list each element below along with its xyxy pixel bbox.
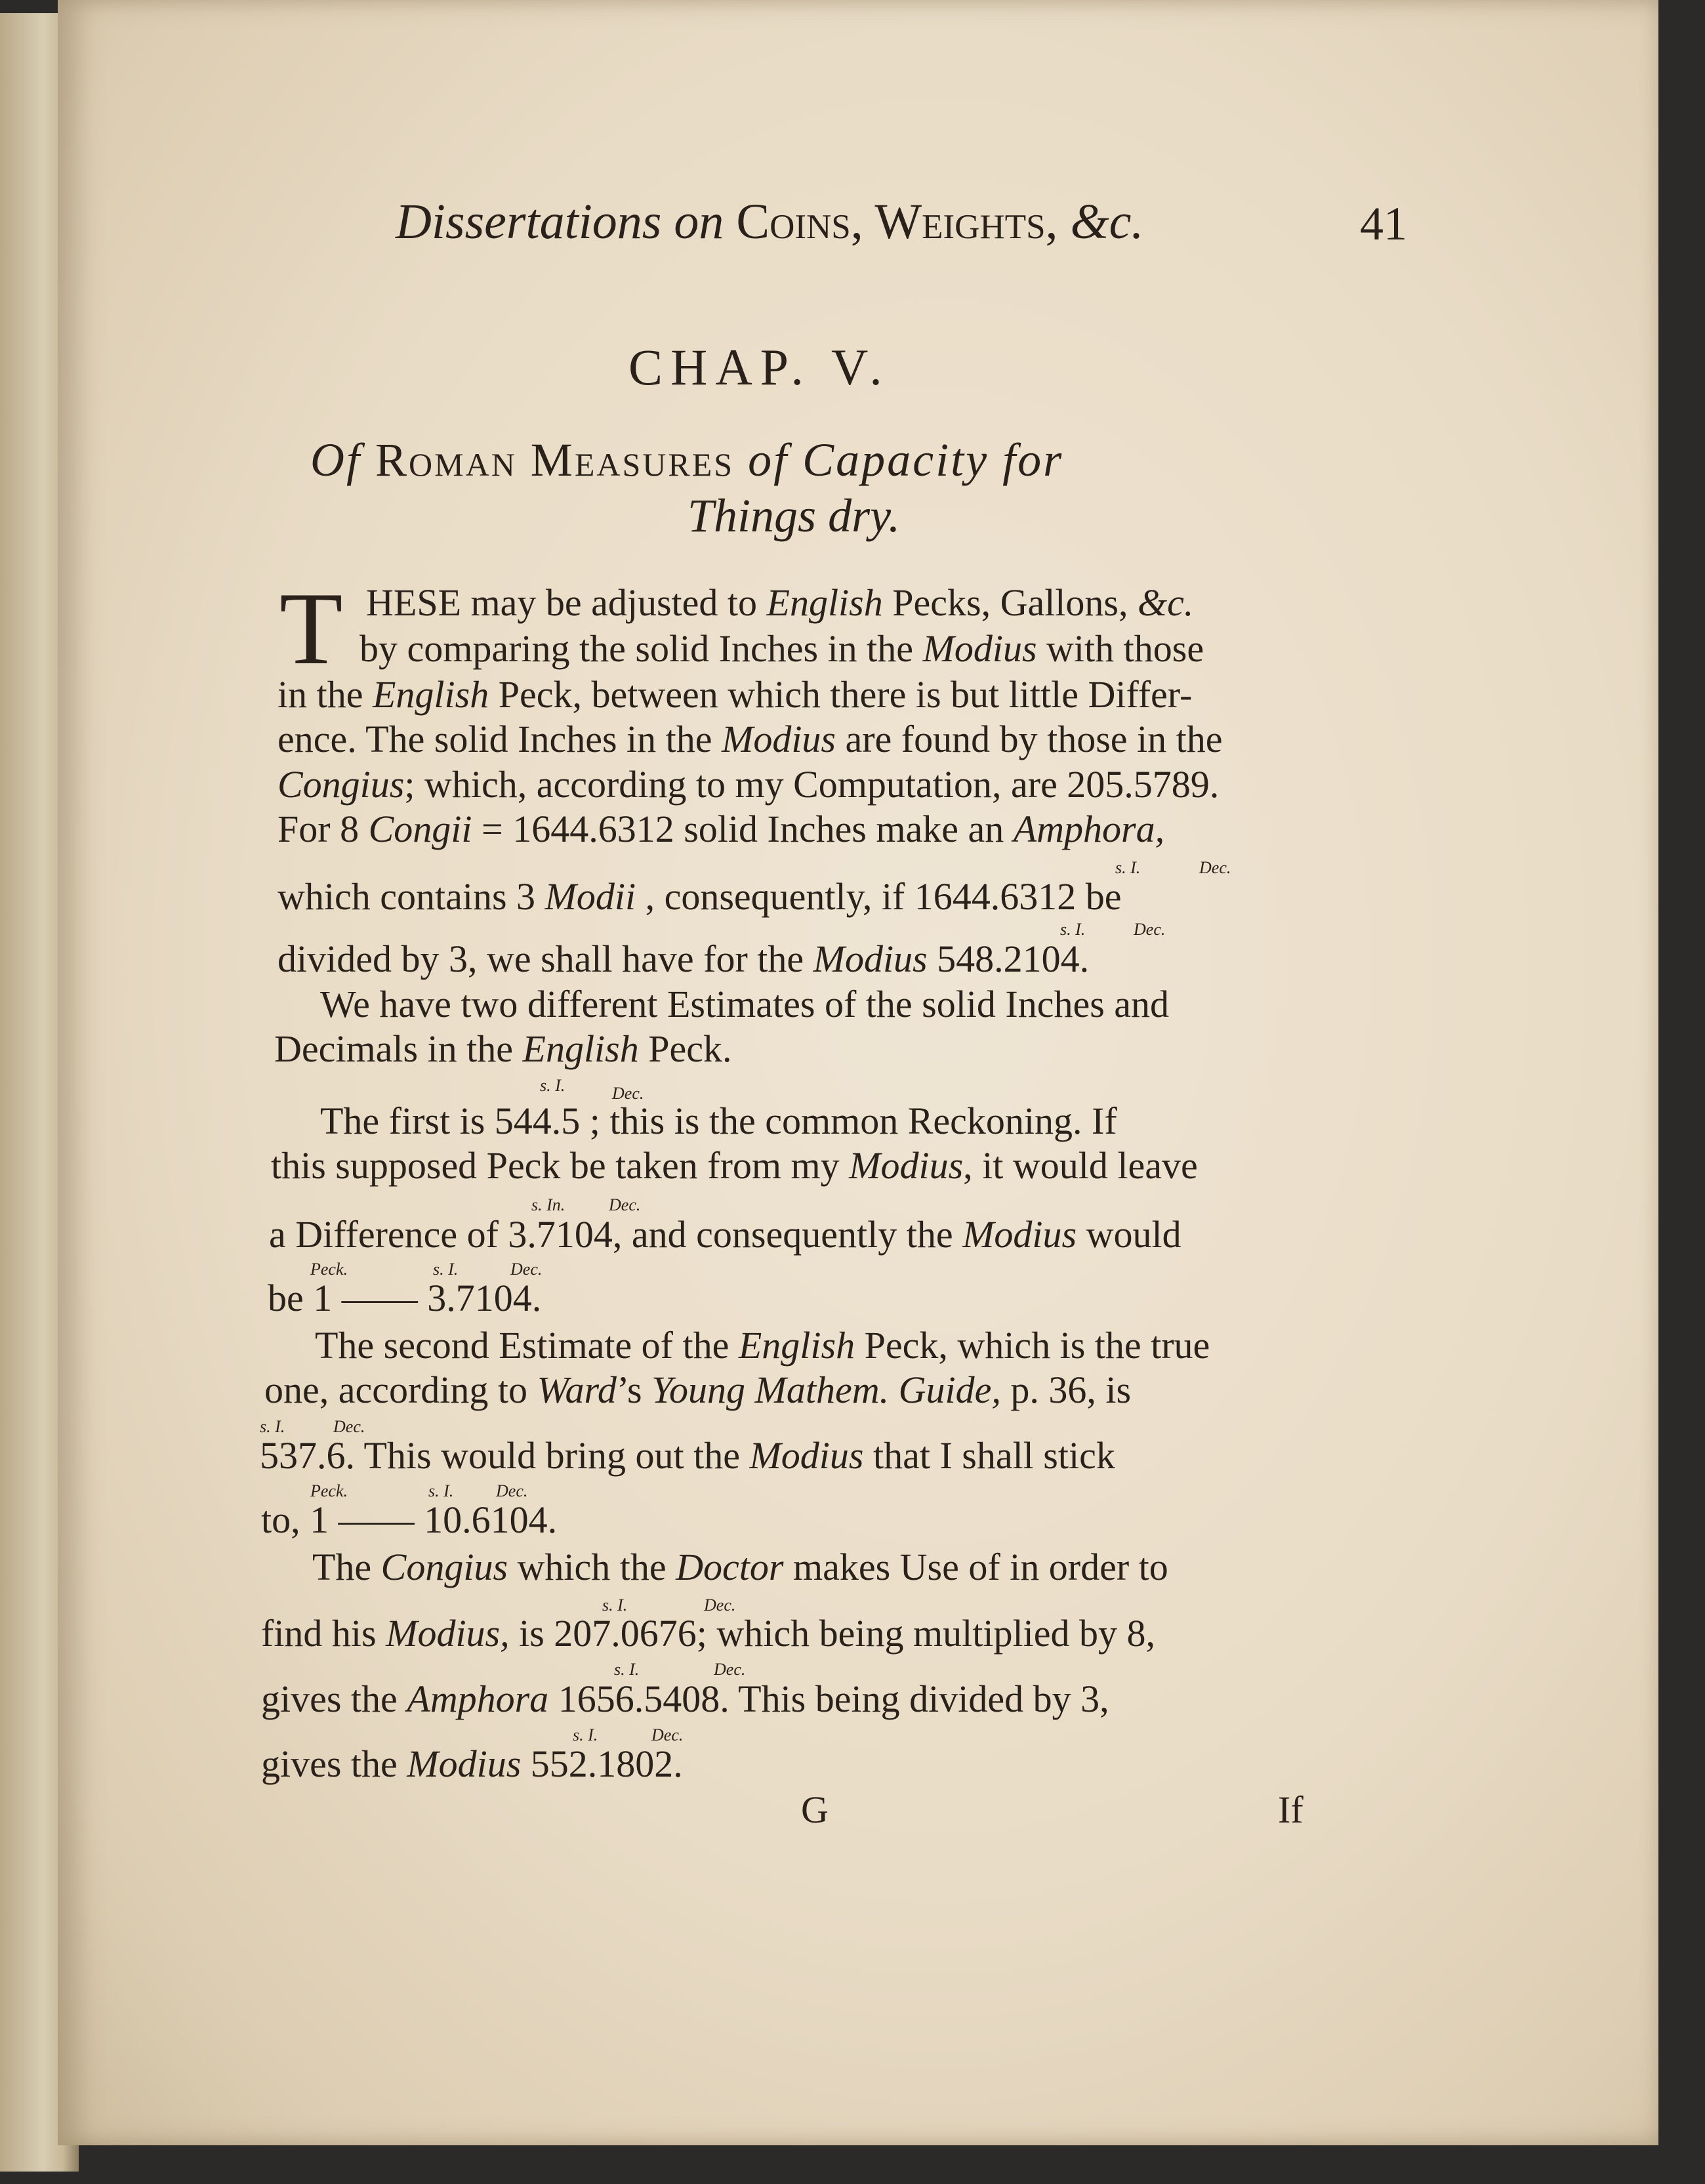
text-line-1: HESE may be adjusted to English Pecks, Gallons, &c. <box>366 581 1194 624</box>
running-head-etc: &c. <box>1070 194 1144 249</box>
unit-label: Peck. <box>310 1260 348 1279</box>
text-line-20: find his Modius, is 207.0676; which being multiplied by 8, <box>261 1612 1155 1655</box>
unit-label: Dec. <box>714 1660 746 1679</box>
unit-label: s. I. <box>1115 858 1141 877</box>
book-page <box>58 0 1658 2145</box>
chapter-title: CHAP. V. <box>628 339 890 396</box>
drop-cap: T <box>279 571 343 686</box>
text-line-18: to, 1 —— 10.6104. <box>261 1498 558 1541</box>
unit-label: s. I. <box>614 1660 640 1679</box>
unit-label: s. I. <box>428 1481 454 1500</box>
unit-label: Dec. <box>1134 920 1166 939</box>
page-number: 41 <box>1360 197 1407 250</box>
unit-label: Dec. <box>510 1260 543 1279</box>
unit-label: s. I. <box>602 1596 628 1615</box>
unit-label: s. I. <box>433 1260 459 1279</box>
text-line-6: For 8 Congii = 1644.6312 solid Inches make an Amphora, <box>277 808 1165 850</box>
running-head-italic: Dissertations on <box>396 194 737 249</box>
unit-label: s. I. <box>573 1725 598 1744</box>
catchword: If <box>1278 1788 1304 1831</box>
text-line-15: The second Estimate of the English Peck, which is the true <box>315 1324 1210 1367</box>
unit-label: Dec. <box>704 1596 736 1615</box>
unit-label: s. I. <box>1060 920 1086 939</box>
unit-label: Dec. <box>496 1481 528 1500</box>
running-head-caps: Coins, Weights, <box>736 194 1071 249</box>
unit-label: Dec. <box>612 1084 644 1103</box>
text-line-17: 537.6. This would bring out the Modius that I shall stick <box>260 1434 1115 1477</box>
text-line-4: ence. The solid Inches in the Modius are found by those in the <box>277 718 1223 760</box>
section-title-line-1: Of Roman Measures of Capacity for <box>310 434 1064 486</box>
text-line-2: by comparing the solid Inches in the Modius with those <box>359 627 1204 670</box>
unit-label: Dec. <box>1199 858 1231 877</box>
text-line-16: one, according to Ward’s Young Mathem. Guide, p. 36, is <box>264 1369 1132 1411</box>
text-line-8: divided by 3, we shall have for the Modius 548.2104. <box>277 937 1090 980</box>
section-title-line-2: Things dry. <box>688 489 901 542</box>
text-line-11: The first is 544.5 ; this is the common Reckoning. If <box>320 1100 1117 1142</box>
text-line-13: a Difference of 3.7104, and consequently the Modius would <box>269 1213 1181 1256</box>
text-line-19: The Congius which the Doctor makes Use of in order to <box>312 1546 1168 1588</box>
signature-mark: G <box>801 1788 829 1831</box>
text-line-12: this supposed Peck be taken from my Modius, it would leave <box>271 1144 1198 1187</box>
unit-label: Peck. <box>310 1481 348 1500</box>
unit-label: Dec. <box>609 1195 641 1214</box>
text-line-10: Decimals in the English Peck. <box>274 1027 732 1070</box>
text-line-14: be 1 —— 3.7104. <box>268 1277 542 1319</box>
running-head <box>396 194 1143 251</box>
text-line-3: in the English Peck, between which there is but little Differ- <box>277 673 1193 716</box>
unit-label: Dec. <box>333 1417 365 1436</box>
unit-label: s. In. <box>531 1195 565 1214</box>
text-line-21: gives the Amphora 1656.5408. This being divided by 3, <box>261 1678 1109 1720</box>
unit-label: s. I. <box>260 1417 285 1436</box>
unit-label: Dec. <box>651 1725 684 1744</box>
text-line-9: We have two different Estimates of the solid Inches and <box>320 983 1170 1025</box>
unit-label: s. I. <box>540 1076 565 1095</box>
text-line-5: Congius; which, according to my Computation, are 205.5789. <box>277 763 1220 806</box>
text-line-22: gives the Modius 552.1802. <box>261 1742 683 1785</box>
text-line-7: which contains 3 Modii , consequently, if 1644.6312 be <box>277 875 1122 918</box>
